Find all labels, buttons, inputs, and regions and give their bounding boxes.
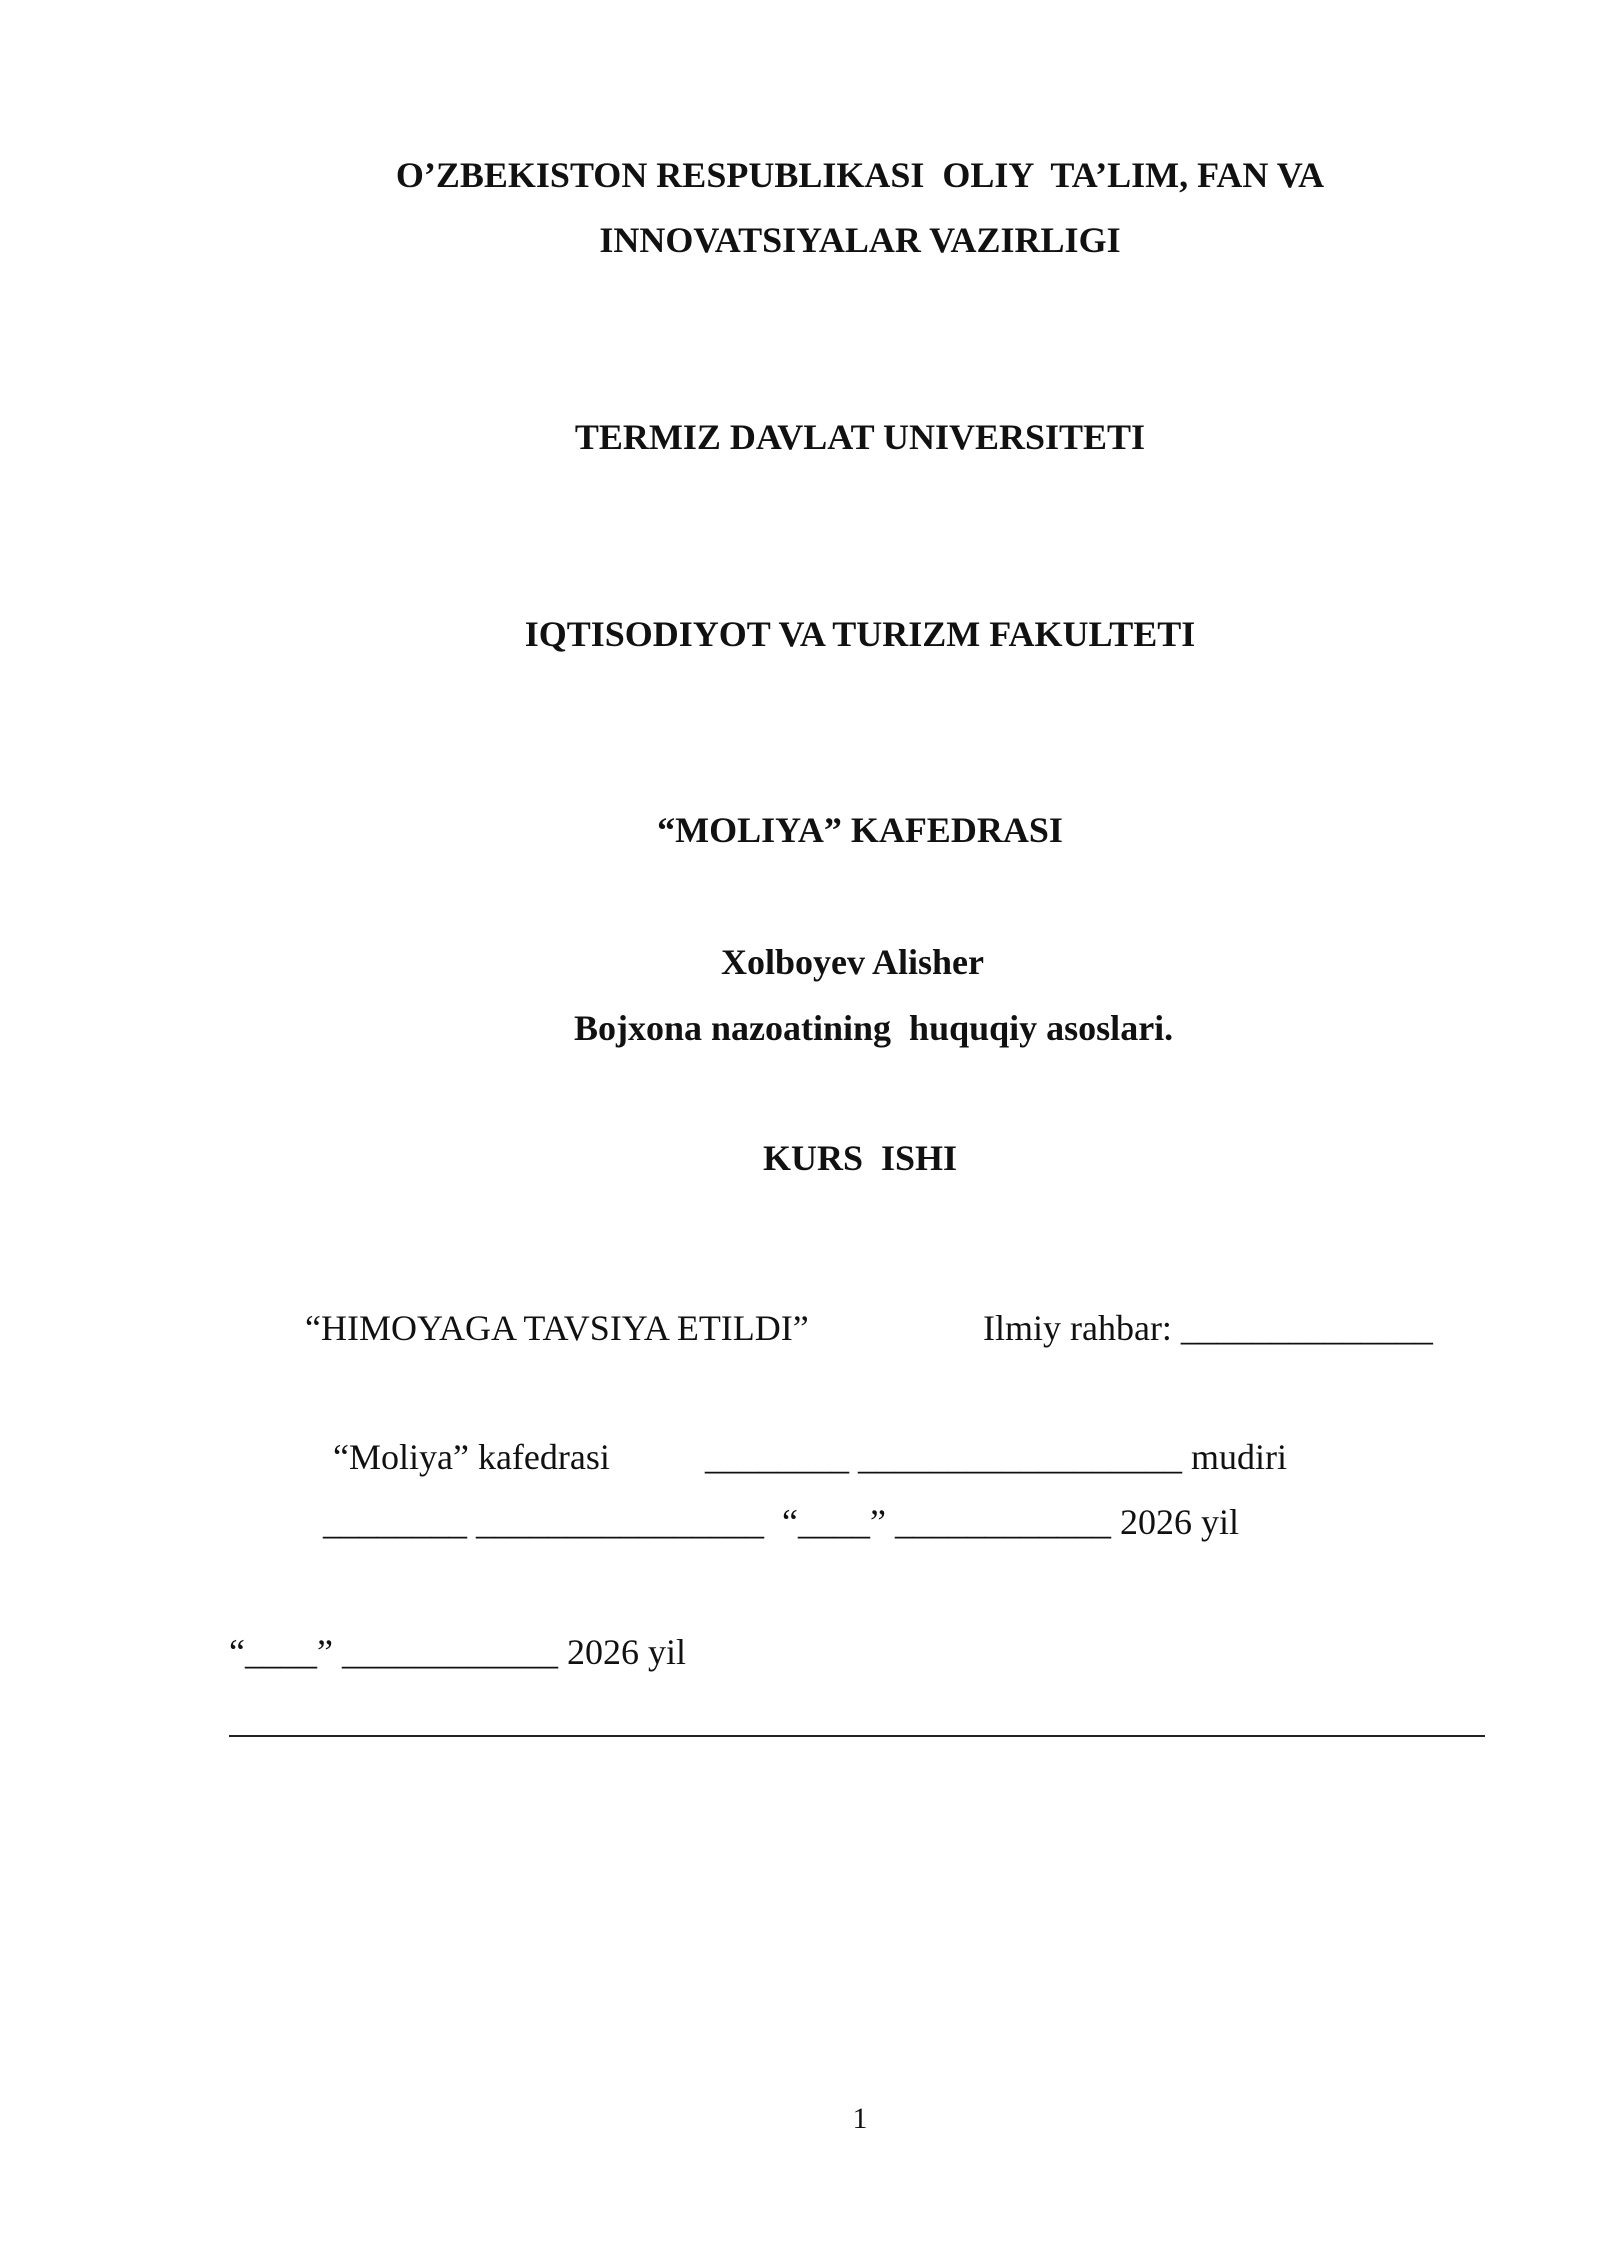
department-head-line: ________ __________________ mudiri <box>705 1437 1287 1477</box>
work-topic: Bojxona nazoatining huquqiy asoslari. <box>574 1008 1174 1048</box>
author-name: Xolboyev Alisher <box>721 942 985 982</box>
ministry-title-line1: O’ZBEKISTON RESPUBLIKASI OLIY TA’LIM, FAN VA <box>395 155 1325 195</box>
supervisor-line: Ilmiy rahbar: ______________ <box>983 1308 1433 1348</box>
date-line: “____” ____________ 2026 yil <box>229 1632 686 1672</box>
work-type: KURS ISHI <box>762 1138 958 1178</box>
university-name: TERMIZ DAVLAT UNIVERSITETI <box>574 417 1146 457</box>
ministry-title-line2: INNOVATSIYALAR VAZIRLIGI <box>599 220 1121 260</box>
faculty-name: IQTISODIYOT VA TURIZM FAKULTETI <box>524 614 1196 654</box>
recommended-label: “HIMOYAGA TAVSIYA ETILDI” <box>305 1308 809 1348</box>
department-label: “Moliya” kafedrasi <box>333 1437 610 1477</box>
head-signature-date-line: ________ ________________ “____” ____________ 2026 yil <box>323 1502 1239 1542</box>
horizontal-rule <box>229 1735 1485 1737</box>
page-number: 1 <box>852 2102 868 2135</box>
department-name: “MOLIYA” KAFEDRASI <box>657 810 1063 850</box>
